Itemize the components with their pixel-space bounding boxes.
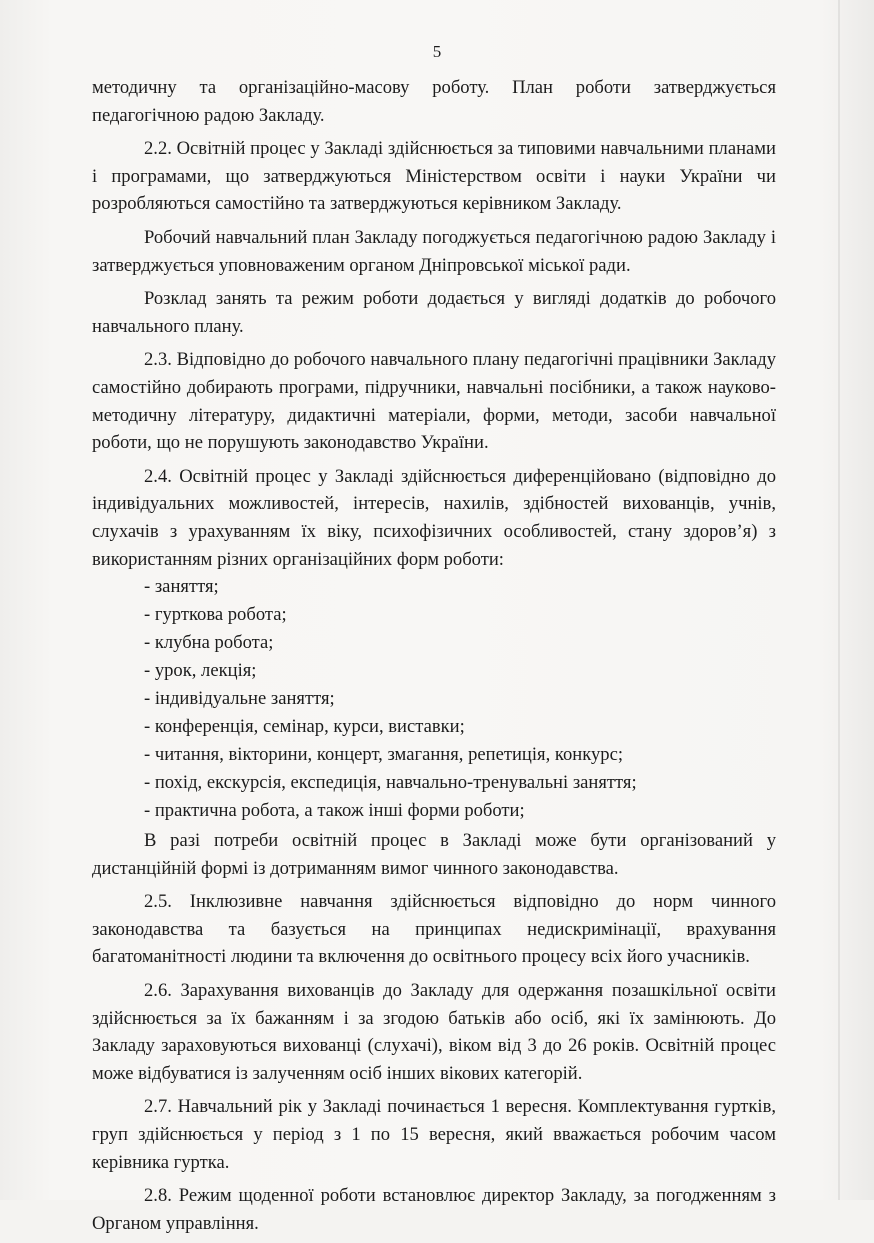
document-body [92, 74, 776, 1243]
list-item: - індивідуальне заняття; [144, 688, 335, 710]
forms-list [92, 575, 776, 823]
list-item: - урок, лекція; [144, 660, 257, 682]
paragraph-distance-form: В разі потреби освітній процес в Закладі може бути організований у дистанційній формі із дотриманням вимог чинного законодавства. [92, 830, 776, 879]
paragraph-continuation: методичну та організаційно-масову роботу. План роботи затверджується педагогічною радою Закладу. [92, 77, 776, 126]
list-item: - похід, екскурсія, експедиція, навчально-тренувальні заняття; [144, 772, 637, 794]
paragraph-2-5: 2.5. Інклюзивне навчання здійснюється відповідно до норм чинного законодавства та базується на принципах недискримінації, врахування багатоманітності людини та включення до освітнього процесу всіх його учасників. [92, 891, 776, 968]
list-item: - заняття; [144, 576, 219, 598]
paragraph-2-4: 2.4. Освітній процес у Закладі здійснюється диференційовано (відповідно до індивідуальних можливостей, інтересів, нахилів, здібностей вихованців, учнів, слухачів з урахуванням їх віку, психофізичних особливостей, стану здоров’я) з використанням різних організаційних форм роботи: [92, 465, 776, 570]
paragraph-schedule: Розклад занять та режим роботи додається у вигляді додатків до робочого навчального плану. [92, 288, 776, 337]
paragraph-2-2: 2.2. Освітній процес у Закладі здійснюється за типовими навчальними планами і програмами, що затверджуються Міністерством освіти і науки України чи розробляються самостійно та затверджуються керівником Закладу. [92, 138, 776, 215]
list-item: - читання, вікторини, концерт, змагання, репетиція, конкурс; [144, 744, 623, 766]
list-item: - гурткова робота; [144, 604, 287, 626]
page-number: 5 [432, 42, 442, 61]
list-item: - практична робота, а також інші форми роботи; [144, 800, 525, 822]
paragraph-working-plan: Робочий навчальний план Закладу погоджується педагогічною радою Закладу і затверджується уповноваженим органом Дніпровської міської ради. [92, 226, 776, 276]
list-item: - конференція, семінар, курси, виставки; [144, 716, 465, 738]
paragraph-2-6: 2.6. Зарахування вихованців до Закладу для одержання позашкільної освіти здійснюється за їх бажанням і за згодою батьків або осіб, які їх замінюють. До Закладу зараховуються вихованці (слухачі), віком від 3 до 26 років. Освітній процес може відбуватися із залученням осіб інших вікових категорій. [92, 980, 776, 1084]
paragraph-2-8: 2.8. Режим щоденної роботи встановлює директор Закладу, за погодженням з Органом управління. [92, 1185, 776, 1234]
page-edge-shadow [838, 0, 840, 1200]
paragraph-2-7: 2.7. Навчальний рік у Закладі починається 1 вересня. Комплектування гуртків, груп здійснюється у період з 1 по 15 вересня, який вважається робочим часом керівника гуртка. [92, 1096, 776, 1173]
paragraph-2-3: 2.3. Відповідно до робочого навчального плану педагогічні працівники Закладу самостійно добирають програми, підручники, навчальні посібники, а також науково-методичну літературу, дидактичні матеріали, форми, методи, засоби навчальної роботи, що не порушують законодавство України. [92, 349, 776, 454]
list-item: - клубна робота; [144, 632, 274, 654]
